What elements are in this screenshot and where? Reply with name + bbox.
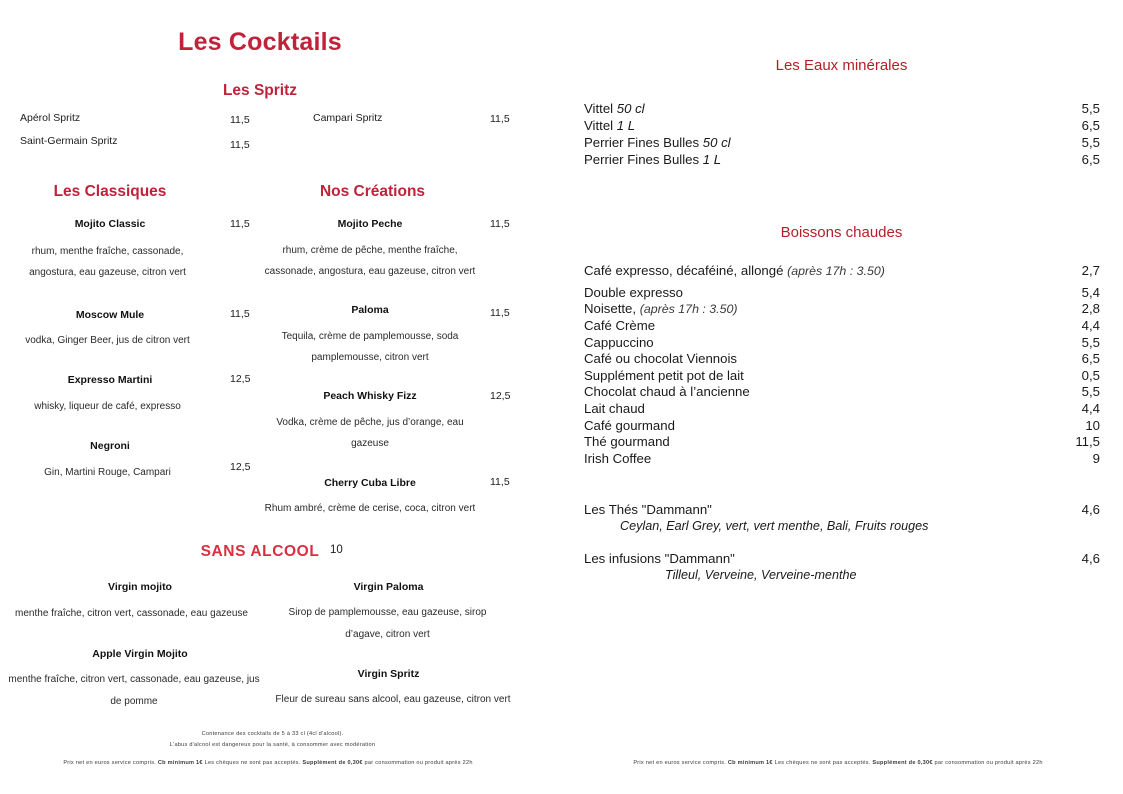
item-description: rhum, menthe fraîche, cassonade, <box>31 246 184 257</box>
section-heading-eaux-minerales: Les Eaux minérales <box>775 57 908 74</box>
water-row <box>584 118 1100 133</box>
item-name: Saint-Germain Spritz <box>20 135 118 147</box>
item-description: Sirop de pamplemousse, eau gazeuse, sirop <box>288 607 487 618</box>
tea-row <box>584 502 1100 517</box>
item-name: Mojito Classic <box>74 218 146 230</box>
page-title: Les Cocktails <box>178 28 342 56</box>
section-heading-sans-alcool: SANS ALCOOL <box>200 543 320 560</box>
item-price: 11,5 <box>490 218 510 230</box>
item-description: d’agave, citron vert <box>345 629 430 640</box>
water-qty: 1 L <box>616 118 636 133</box>
water-price: 5,5 <box>1081 135 1100 150</box>
hot-drink-name: Café expresso, décaféiné, allongé <box>584 263 788 278</box>
tea-name: Les infusions "Dammann" <box>584 551 735 566</box>
hot-drink-name: Irish Coffee <box>584 451 652 466</box>
water-price: 6,5 <box>1081 152 1100 167</box>
item-description: Rhum ambré, crème de cerise, coca, citron vert <box>264 503 476 514</box>
footer-price-b: Cb minimum 1€ <box>727 760 773 766</box>
hot-drink-price: 4,4 <box>1081 401 1100 416</box>
footer-price-d: Supplément de 0,30€ <box>872 760 933 766</box>
hot-drink-row <box>584 384 1100 399</box>
sans-alcool-price: 10 <box>330 544 343 556</box>
item-description: rhum, crème de pêche, menthe fraîche, <box>282 245 458 256</box>
hot-drink-name: Lait chaud <box>584 401 645 416</box>
tea-varieties: Ceylan, Earl Grey, vert, vert menthe, Bali, Fruits rouges <box>620 519 929 533</box>
hot-drink-row <box>584 351 1100 366</box>
item-description: menthe fraîche, citron vert, cassonade, eau gazeuse <box>15 608 248 619</box>
section-heading-classiques: Les Classiques <box>53 183 167 200</box>
right-menu-panel <box>560 0 1123 794</box>
water-qty: 50 cl <box>702 135 731 150</box>
hot-drink-row <box>584 263 1100 278</box>
footer-price-a: Prix net en euros service compris. <box>63 760 158 766</box>
item-description: pamplemousse, citron vert <box>311 352 429 363</box>
water-price: 6,5 <box>1081 118 1100 133</box>
item-name: Virgin mojito <box>108 581 172 593</box>
hot-drink-name: Cappuccino <box>584 335 654 350</box>
hot-drink-price: 4,4 <box>1081 318 1100 333</box>
water-row <box>584 135 1100 150</box>
tea-varieties: Tilleul, Verveine, Verveine-menthe <box>665 568 857 582</box>
tea-price: 4,6 <box>1081 502 1100 517</box>
item-name: Peach Whisky Fizz <box>323 390 417 402</box>
hot-drink-row <box>584 451 1100 466</box>
item-price: 12,5 <box>230 373 251 385</box>
hot-drink-name: Double expresso <box>584 285 683 300</box>
item-description: Tequila, crème de pamplemousse, soda <box>281 331 459 342</box>
item-price: 11,5 <box>490 113 510 125</box>
hot-drink-row <box>584 434 1100 449</box>
hot-drink-price: 5,4 <box>1081 285 1100 300</box>
hot-drink-row <box>584 318 1100 333</box>
hot-drink-name: Thé gourmand <box>584 434 670 449</box>
item-price: 11,5 <box>490 307 510 319</box>
hot-drink-row <box>584 368 1100 383</box>
hot-drink-price: 2,8 <box>1081 301 1100 316</box>
hot-drink-price: 2,7 <box>1081 263 1100 278</box>
item-name: Paloma <box>351 304 389 316</box>
section-heading-creations: Nos Créations <box>319 183 426 200</box>
hot-drink-name: Café gourmand <box>584 418 675 433</box>
item-name: Expresso Martini <box>67 374 153 386</box>
tea-price: 4,6 <box>1081 551 1100 566</box>
hot-drink-price: 9 <box>1092 451 1100 466</box>
item-description: Fleur de sureau sans alcool, eau gazeuse, citron vert <box>275 694 511 705</box>
footer-price-d: Supplément de 0,30€ <box>302 760 363 766</box>
footer-note-capacity: Contenance des cocktails de 5 à 33 cl (4cl d'alcool). <box>201 731 344 737</box>
footer-price-note-right <box>578 760 1098 766</box>
item-price: 11,5 <box>230 114 250 126</box>
water-name: Vittel <box>584 118 617 133</box>
footer-price-e: par consommation ou produit après 22h <box>932 760 1043 766</box>
left-menu-panel <box>0 0 545 794</box>
item-price: 11,5 <box>230 308 250 320</box>
section-heading-boissons-chaudes: Boissons chaudes <box>780 224 903 241</box>
hot-drink-row <box>584 335 1100 350</box>
item-description: de pomme <box>110 696 158 707</box>
hot-drink-name: Café Crème <box>584 318 656 333</box>
item-name: Negroni <box>90 440 130 452</box>
hot-drink-row <box>584 418 1100 433</box>
hot-drink-name: Supplément petit pot de lait <box>584 368 744 383</box>
water-row <box>584 152 1100 167</box>
footer-price-c: Les chèques ne sont pas acceptés. <box>202 760 303 766</box>
tea-name: Les Thés "Dammann" <box>584 502 712 517</box>
item-description: Vodka, crème de pêche, jus d’orange, eau <box>276 417 464 428</box>
hot-drink-name: Café ou chocolat Viennois <box>584 351 737 366</box>
item-description: Gin, Martini Rouge, Campari <box>44 467 171 478</box>
item-name: Campari Spritz <box>313 112 383 124</box>
hot-drink-note: (après 17h : 3.50) <box>639 302 738 316</box>
hot-drink-row <box>584 301 1100 316</box>
item-description: cassonade, angostura, eau gazeuse, citron vert <box>264 266 476 277</box>
item-description: angostura, eau gazeuse, citron vert <box>29 267 186 278</box>
hot-drink-note: (après 17h : 3.50) <box>787 264 885 278</box>
tea-row <box>584 551 1100 566</box>
item-name: Virgin Paloma <box>353 581 424 593</box>
hot-drink-row <box>584 401 1100 416</box>
hot-drink-row <box>584 285 1100 300</box>
hot-drink-name: Chocolat chaud à l’ancienne <box>584 384 750 399</box>
item-name: Cherry Cuba Libre <box>324 477 416 489</box>
item-price: 11,5 <box>230 139 250 151</box>
section-heading-spritz: Les Spritz <box>222 82 298 99</box>
item-price: 12,5 <box>490 390 511 402</box>
item-name: Moscow Mule <box>75 309 145 321</box>
item-price: 11,5 <box>230 218 250 230</box>
item-description: gazeuse <box>351 438 389 449</box>
water-name: Vittel <box>584 101 617 116</box>
footer-price-a: Prix net en euros service compris. <box>633 760 728 766</box>
item-name: Virgin Spritz <box>357 668 420 680</box>
item-description: vodka, Ginger Beer, jus de citron vert <box>25 335 190 346</box>
hot-drink-price: 6,5 <box>1081 351 1100 366</box>
footer-note-health: L'abus d'alcool est dangereux pour la santé, à consommer avec modération <box>169 742 376 748</box>
water-qty: 1 L <box>702 152 722 167</box>
hot-drink-name: Noisette, <box>584 301 640 316</box>
footer-price-e: par consommation ou produit après 22h <box>362 760 473 766</box>
footer-price-b: Cb minimum 1€ <box>157 760 203 766</box>
footer-price-c: Les chèques ne sont pas acceptés. <box>772 760 873 766</box>
item-price: 11,5 <box>490 476 510 488</box>
item-description: whisky, liqueur de café, expresso <box>34 401 181 412</box>
item-description: menthe fraîche, citron vert, cassonade, eau gazeuse, jus <box>8 674 260 685</box>
hot-drink-price: 0,5 <box>1081 368 1100 383</box>
water-name: Perrier Fines Bulles <box>584 152 703 167</box>
water-price: 5,5 <box>1081 101 1100 116</box>
item-name: Mojito Peche <box>337 218 403 230</box>
hot-drink-price: 11,5 <box>1075 434 1100 449</box>
item-name: Apple Virgin Mojito <box>92 648 188 660</box>
item-price: 12,5 <box>230 461 251 473</box>
hot-drink-price: 10 <box>1085 418 1100 433</box>
item-name: Apérol Spritz <box>20 112 81 124</box>
hot-drink-price: 5,5 <box>1081 335 1100 350</box>
footer-price-note-left <box>8 760 528 766</box>
water-row <box>584 101 1100 116</box>
water-qty: 50 cl <box>616 101 645 116</box>
water-name: Perrier Fines Bulles <box>584 135 703 150</box>
hot-drink-price: 5,5 <box>1081 384 1100 399</box>
